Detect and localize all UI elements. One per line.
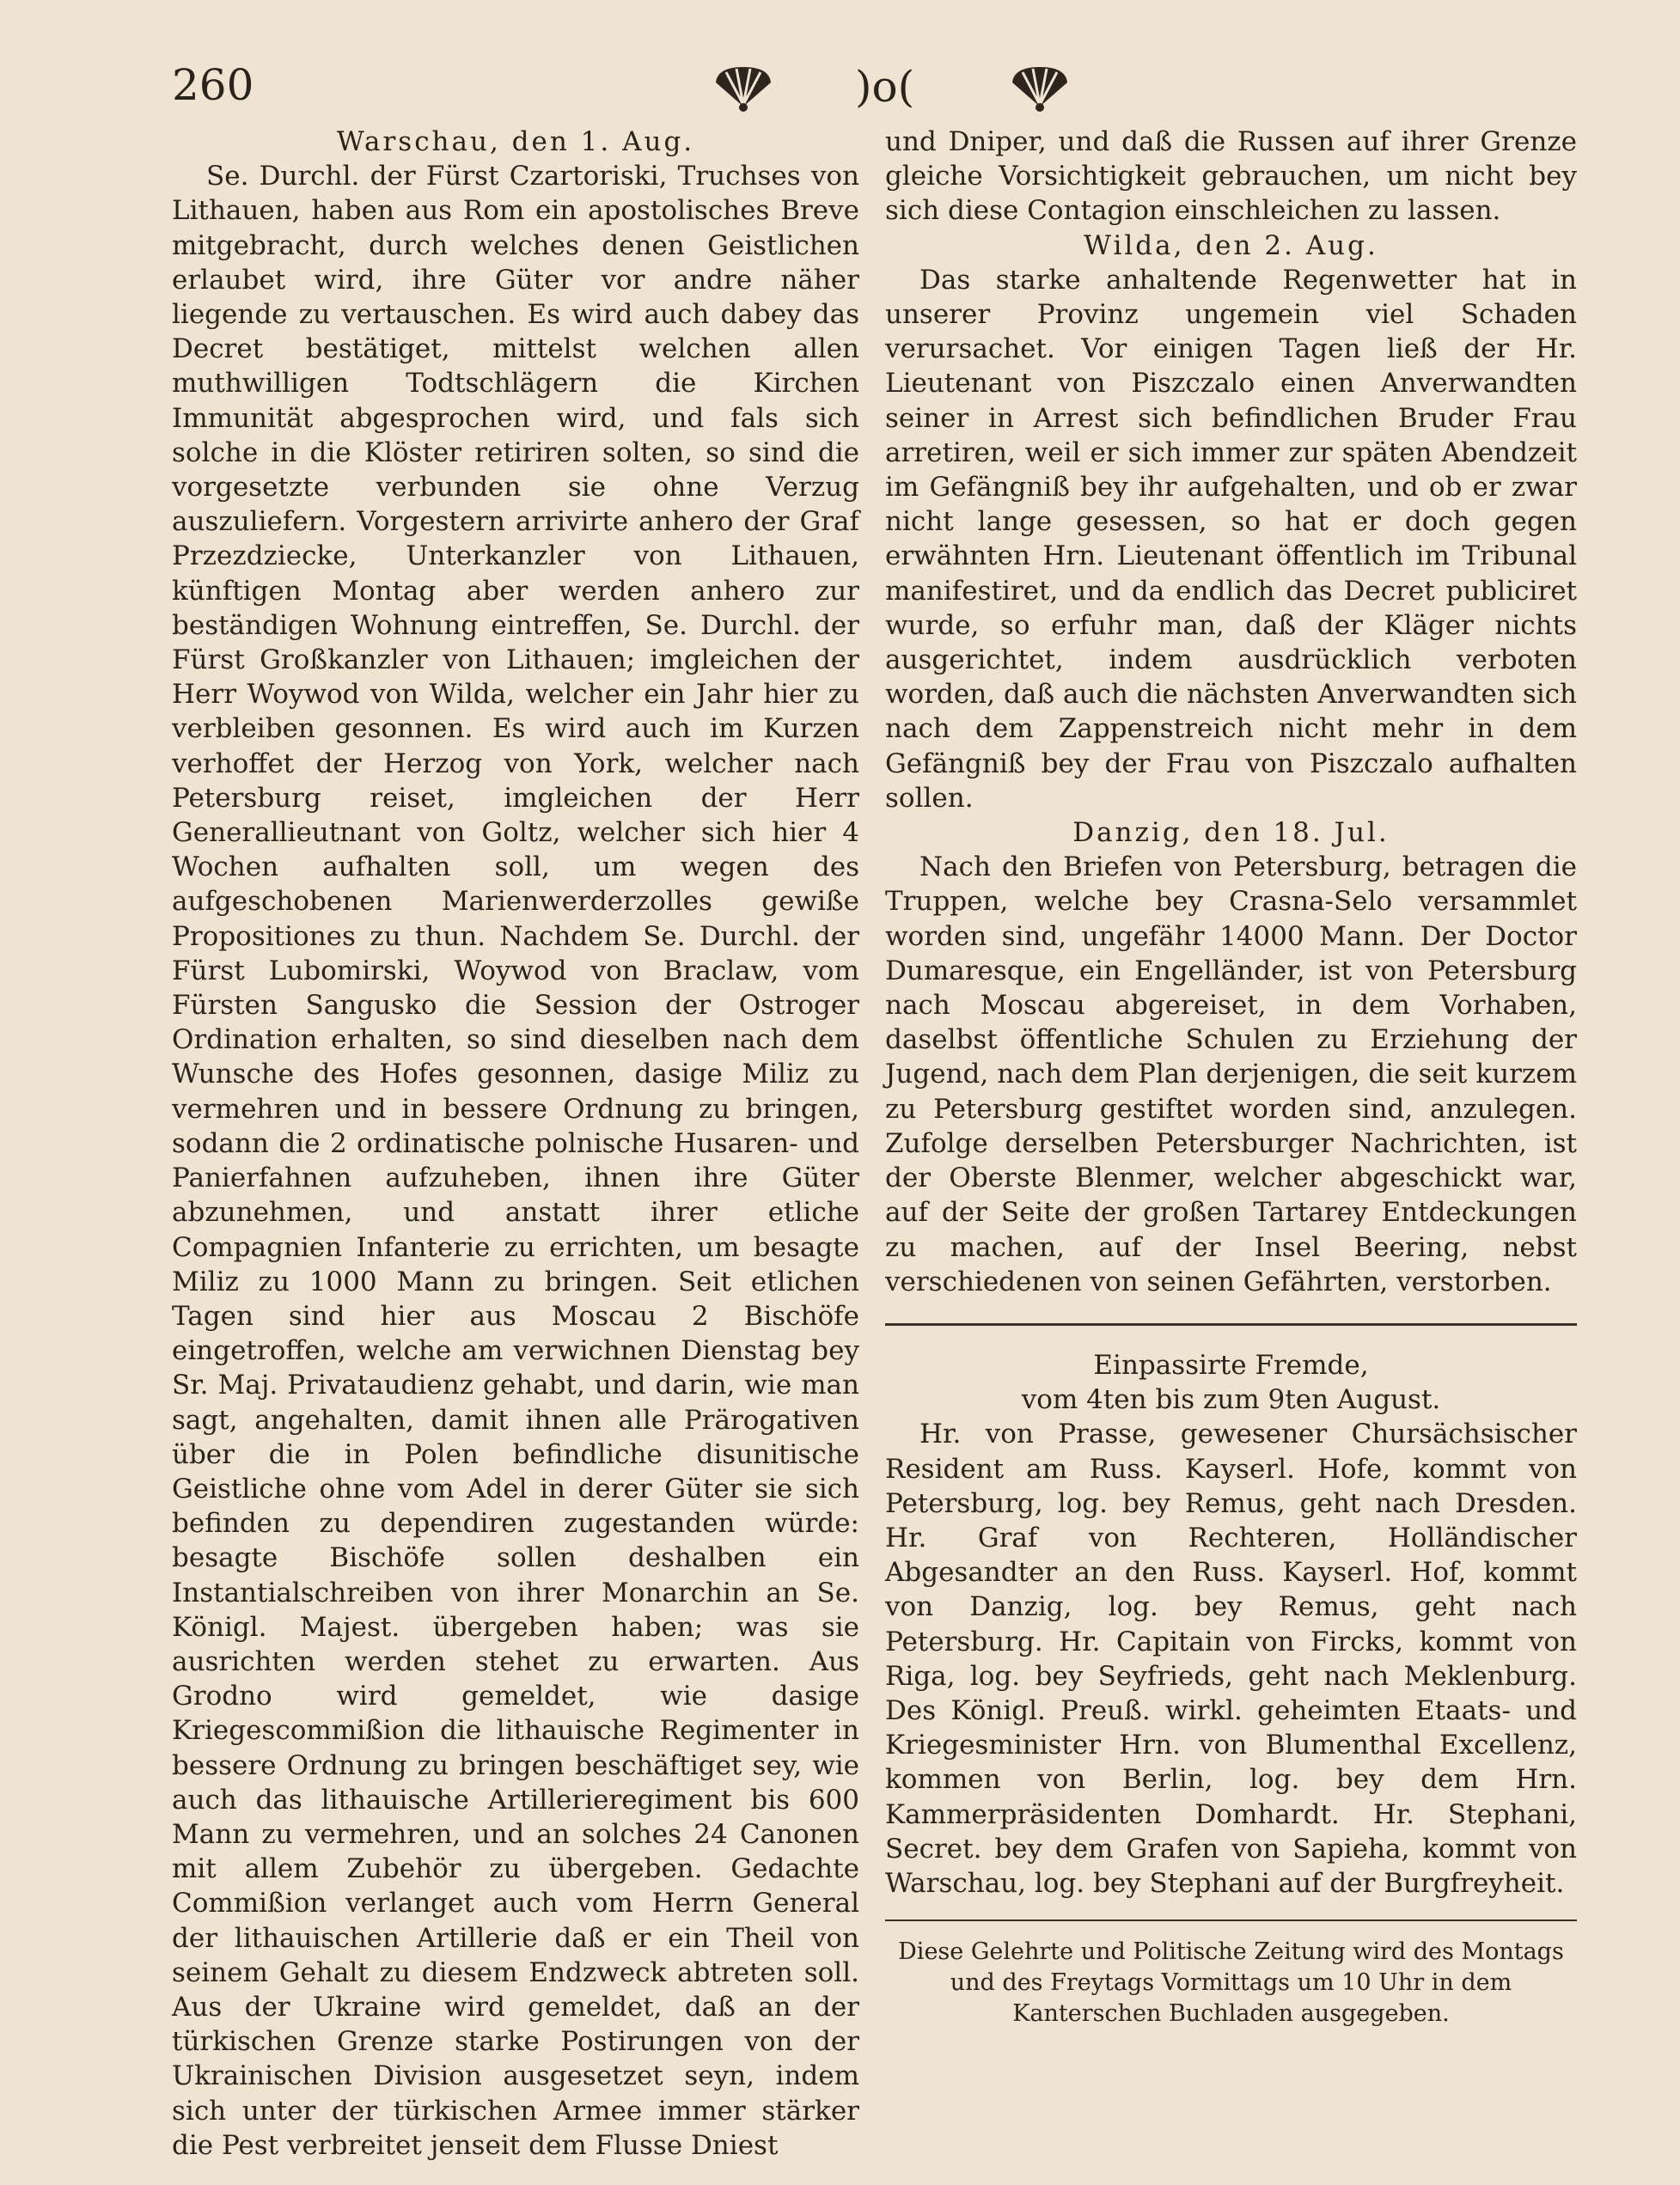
left-column <box>172 125 859 2163</box>
danzig-heading: Danzig, den 18. Jul. <box>1072 817 1390 849</box>
section-divider <box>885 1323 1577 1326</box>
wilda-heading: Wilda, den 2. Aug. <box>1084 229 1378 261</box>
fremde-title: Einpassirte Fremde, <box>1093 1349 1369 1381</box>
fremde-subtitle: vom 4ten bis zum 9ten August. <box>1021 1384 1441 1416</box>
warschau-heading: Warschau, den 1. Aug. <box>336 126 695 157</box>
wilda-article: Das starke anhaltende Regenwetter hat in unserer Provinz ungemein viel Schaden verursachet. Vor einigen Tagen ließ der Hr. Lieutenant von Piszczalo einen Anverwandten seiner in Arrest sich befindlichen Bruder Frau arretiren, weil er sich immer zur späten Abendzeit im Gefängniß bey ihr aufgehalten, und ob er zwar nicht lange gesessen, so hat er doch gegen erwähnten Hrn. Lieutenant öffentlich im Tribunal manifestiret, und da endlich das Decret publiciret wurde, so erfuhr man, daß der Kläger nichts ausgerichtet, indem ausdrücklich verboten worden, daß auch die nächsten Anverwandten sich nach dem Zappenstreich nicht mehr in dem Gefängniß bey der Frau von Piszczalo aufhalten sollen. <box>885 264 1577 814</box>
publication-notice: Diese Gelehrte und Politische Zeitung wird des Montags und des Freytags Vormittags um 10 Uhr in dem Kanterschen Buchladen ausgegeben. <box>898 1938 1564 2028</box>
header-center-mark: )o( <box>855 62 915 112</box>
danzig-article: Nach den Briefen von Petersburg, betragen die Truppen, welche bey Crasna-Selo versammlet worden sind, ungefähr 14000 Mann. Der Doctor Dumaresque, ein Engelländer, ist von Petersburg nach Moscau abgereiset, in dem Vorhaben, daselbst öffentliche Schulen zu Erziehung der Jugend, nach dem Plan derjenigen, die seit kurzem zu Petersburg gestiftet worden sind, anzulegen. Zufolge derselben Petersburger Nachrichten, ist der Oberste Blenmer, welcher abgeschickt war, auf der Seite der großen Tartarey Entdeckungen zu machen, auf der Insel Beering, nebst verschiedenen von seinen Gefährten, verstorben. <box>885 851 1577 1297</box>
warschau-article-continuation: und Dniper, und daß die Russen auf ihrer Grenze gleiche Vorsichtigkeit gebrauchen, um nicht bey sich diese Contagion einschleichen zu lassen. <box>885 126 1577 227</box>
warschau-article: Se. Durchl. der Fürst Czartoriski, Truchses von Lithauen, haben aus Rom ein apostolisches Breve mitgebracht, durch welches denen Geistlichen erlaubet wird, ihre Güter vor andre näher liegende zu vertauschen. Es wird auch dabey das Decret bestätiget, mittelst welchen allen muthwilligen Todtschlägern die Kirchen Immunität abgesprochen wird, und fals sich solche in die Klöster retiriren solten, so sind die vorgesetzte verbunden sie ohne Verzug auszuliefern. Vorgestern arrivirte anhero der Graf Przezdziecke, Unterkanzler von Lithauen, künftigen Montag aber werden anhero zur beständigen Wohnung eintreffen, Se. Durchl. der Fürst Großkanzler von Lithauen; imgleichen der Herr Woywod von Wilda, welcher ein Jahr hier zu verbleiben gesonnen. Es wird auch im Kurzen verhoffet der Herzog von York, welcher nach Petersburg reiset, imgleichen der Herr Generallieutnant von Goltz, welcher sich hier 4 Wochen aufhalten soll, um wegen des aufgeschobenen Marienwerderzolles gewiße Propositiones zu thun. Nachdem Se. Durchl. der Fürst Lubomirski, Woywod von Braclaw, vom Fürsten Sangusko die Session der Ostroger Ordination erhalten, so sind dieselben nach dem Wunsche des Hofes gesonnen, dasige Miliz zu vermehren und in bessere Ordnung zu bringen, sodann die 2 ordinatische polnische Husaren- und Panierfahnen aufzuheben, ihnen ihre Güter abzunehmen, und anstatt ihrer etliche Compagnien Infanterie zu errichten, um besagte Miliz zu 1000 Mann zu bringen. Seit etlichen Tagen sind hier aus Moscau 2 Bischöfe eingetroffen, welche am verwichnen Dienstag bey Sr. Maj. Privataudienz gehabt, und darin, wie man sagt, angehalten, damit ihnen alle Prärogativen über die in Polen befindliche disunitische Geistliche ohne vom Adel in derer Güter sie sich befinden zu dependiren zugestanden würde: besagte Bischöfe sollen deshalben ein Instantialschreiben von ihrer Monarchin an Se. Königl. Majest. übergeben haben; was sie ausrichten werden stehet zu erwarten. Aus Grodno wird gemeldet, wie dasige Kriegescommißion die lithauische Regimenter in bessere Ordnung zu bringen beschäftiget sey, wie auch das lithauische Artillerieregiment bis 600 Mann zu vermehren, und an solches 24 Canonen mit allem Zubehör zu übergeben. Gedachte Commißion verlanget auch vom Herrn General der lithauischen Artillerie daß er ein Theil von seinem Gehalt zu diesem Endzweck abtreten soll. Aus der Ukraine wird gemeldet, daß an der türkischen Grenze starke Postirungen von der Ukrainischen Division ausgesetzet seyn, indem sich unter der türkischen Armee immer stärker die Pest verbreitet jenseit dem Flusse Dniest <box>172 161 859 2161</box>
page-number: 260 <box>172 60 254 110</box>
right-column <box>885 125 1577 2029</box>
shell-ornament-right-icon <box>1005 62 1074 113</box>
fremde-list: Hr. von Prasse, gewesener Chursächsischer Resident am Russ. Kayserl. Hofe, kommt von Petersburg, log. bey Remus, geht nach Dresden. Hr. Graf von Rechteren, Holländischer Abgesandter an den Russ. Kayserl. Hof, kommt von Danzig, log. bey Remus, geht nach Petersburg. Hr. Capitain von Fircks, kommt von Riga, log. bey Seyfrieds, geht nach Meklenburg. Des Königl. Preuß. wirkl. geheimten Etaats- und Kriegesminister Hrn. von Blumenthal Excellenz, kommen von Berlin, log. bey dem Hrn. Kammerpräsidenten Domhardt. Hr. Stephani, Secret. bey dem Grafen von Sapieha, kommt von Warschau, log. bey Stephani auf der Burgfreyheit. <box>885 1419 1577 1899</box>
footer-divider <box>885 1920 1577 1921</box>
header-ornaments <box>709 62 1078 122</box>
shell-ornament-left-icon <box>709 62 778 113</box>
